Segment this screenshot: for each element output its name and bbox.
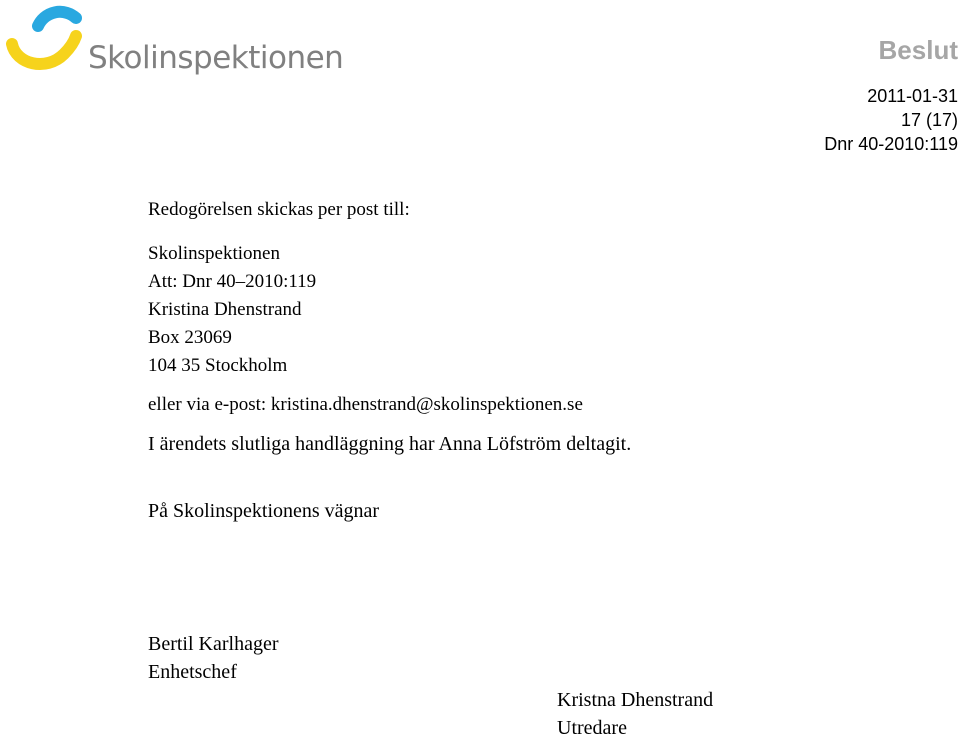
signer-title: Enhetschef [148, 661, 237, 683]
on-behalf-text: På Skolinspektionens vägnar [148, 500, 380, 522]
reference-number: Dnr 40-2010:119 [824, 134, 958, 154]
address-line: Kristina Dhenstrand [148, 299, 302, 320]
intro-text: Redogörelsen skickas per post till: [148, 199, 410, 220]
address-line: Att: Dnr 40–2010:119 [148, 271, 317, 292]
signature-block [148, 630, 279, 686]
logo-wordmark: Skolinspektionen [88, 40, 344, 76]
address-line: Box 23069 [148, 327, 232, 348]
signer-title: Utredare [557, 717, 627, 739]
signer-name: Bertil Karlhager [148, 633, 279, 655]
address-line: Skolinspektionen [148, 243, 280, 264]
address-line: 104 35 Stockholm [148, 355, 288, 376]
document-date: 2011-01-31 [867, 86, 958, 106]
postal-address [148, 240, 316, 380]
email-line: eller via e-post: kristina.dhenstrand@skolinspektionen.se [148, 394, 583, 415]
organization-logo [4, 0, 344, 90]
logo-mark-icon [4, 0, 88, 84]
signer-name: Kristna Dhenstrand [557, 689, 714, 711]
page-number: 17 (17) [900, 110, 958, 130]
signature-block [557, 686, 713, 742]
participation-text: I ärendets slutliga handläggning har Anna Löfström deltagit. [148, 433, 632, 455]
document-header [824, 34, 958, 156]
document-type: Beslut [878, 35, 958, 65]
